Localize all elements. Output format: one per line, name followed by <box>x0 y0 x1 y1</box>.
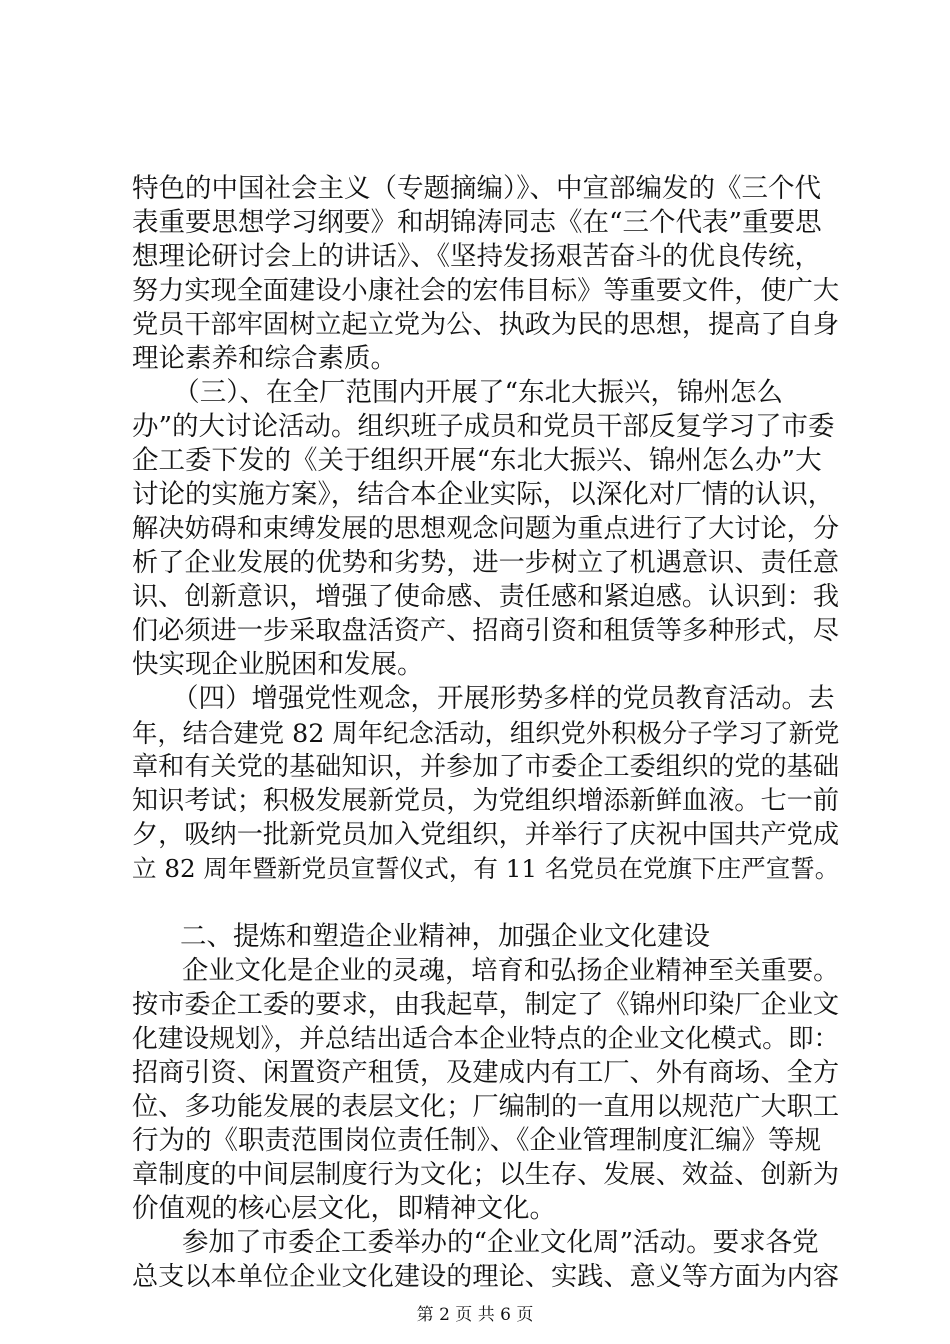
text-line: 特色的中国社会主义（专题摘编）》、中宣部编发的《三个代 <box>132 173 821 204</box>
text-line: 化建设规划》，并总结出适合本企业特点的企业文化模式。即： <box>132 1024 840 1054</box>
text-line: 立 82 周年暨新党员宣誓仪式，有 11 名党员在党旗下庄严宣誓。 <box>132 854 840 883</box>
text-line: 行为的《职责范围岗位责任制》、《企业管理制度汇编》等规 <box>132 1125 821 1156</box>
text-line: 价值观的核心层文化，即精神文化。 <box>132 1193 556 1224</box>
text-line: 识、创新意识，增强了使命感、责任感和紧迫感。认识到：我 <box>132 582 840 612</box>
section-heading-4: （四）增强党性观念，开展形势多样的党员教育活动。去 <box>172 683 835 714</box>
text-line: 党员干部牢固树立起立党为公、执政为民的思想，提高了自身 <box>132 310 840 340</box>
text-line: 夕，吸纳一批新党员加入党组织，并举行了庆祝中国共产党成 <box>132 820 840 850</box>
text-line: 理论素养和综合素质。 <box>132 343 397 374</box>
text-line: 招商引资、闲置资产租赁，及建成内有工厂、外有商场、全方 <box>132 1058 840 1088</box>
text-line: 参加了市委企工委举办的“企业文化周”活动。要求各党 <box>182 1227 819 1258</box>
text-line: 解决妨碍和束缚发展的思想观念问题为重点进行了大讨论，分 <box>132 514 840 544</box>
text-line: 们必须进一步采取盘活资产、招商引资和租赁等多种形式，尽 <box>132 616 840 646</box>
text-line: 企业文化是企业的灵魂，培育和弘扬企业精神至关重要。 <box>182 956 840 986</box>
text-line: 表重要思想学习纲要》和胡锦涛同志《在“三个代表”重要思 <box>132 207 822 238</box>
text-line: 想理论研讨会上的讲话》、《坚持发扬艰苦奋斗的优良传统， <box>132 241 821 272</box>
text-line: 讨论的实施方案》，结合本企业实际，以深化对厂情的认识， <box>132 479 835 510</box>
text-line: 按市委企工委的要求，由我起草，制定了《锦州印染厂企业文 <box>132 990 840 1020</box>
text-line: 快实现企业脱困和发展。 <box>132 649 424 680</box>
text-line: 章和有关党的基础知识，并参加了市委企工委组织的党的基础 <box>132 752 840 782</box>
text-line: 年，结合建党 82 周年纪念活动，组织党外积极分子学习了新党 <box>132 718 840 748</box>
text-line: 章制度的中间层制度行为文化；以生存、发展、效益、创新为 <box>132 1160 840 1190</box>
text-line: 位、多功能发展的表层文化；厂编制的一直用以规范广大职工 <box>132 1092 840 1122</box>
text-line: 知识考试；积极发展新党员，为党组织增添新鲜血液。七一前 <box>132 786 840 816</box>
text-line: 努力实现全面建设小康社会的宏伟目标》等重要文件，使广大 <box>132 276 840 306</box>
text-line: 办”的大讨论活动。组织班子成员和党员干部反复学习了市委 <box>132 411 835 442</box>
page-footer: 第 2 页 共 6 页 <box>416 1305 534 1325</box>
text-line: 总支以本单位企业文化建设的理论、实践、意义等方面为内容 <box>132 1262 840 1292</box>
chapter-heading: 二、提炼和塑造企业精神，加强企业文化建设 <box>180 921 710 952</box>
text-line: 析了企业发展的优势和劣势，进一步树立了机遇意识、责任意 <box>132 548 840 578</box>
text-line: 企工委下发的《关于组织开展“东北大振兴、锦州怎么办”大 <box>132 445 822 476</box>
section-heading-3: （三）、在全厂范围内开展了“东北大振兴，锦州怎么 <box>160 377 784 408</box>
